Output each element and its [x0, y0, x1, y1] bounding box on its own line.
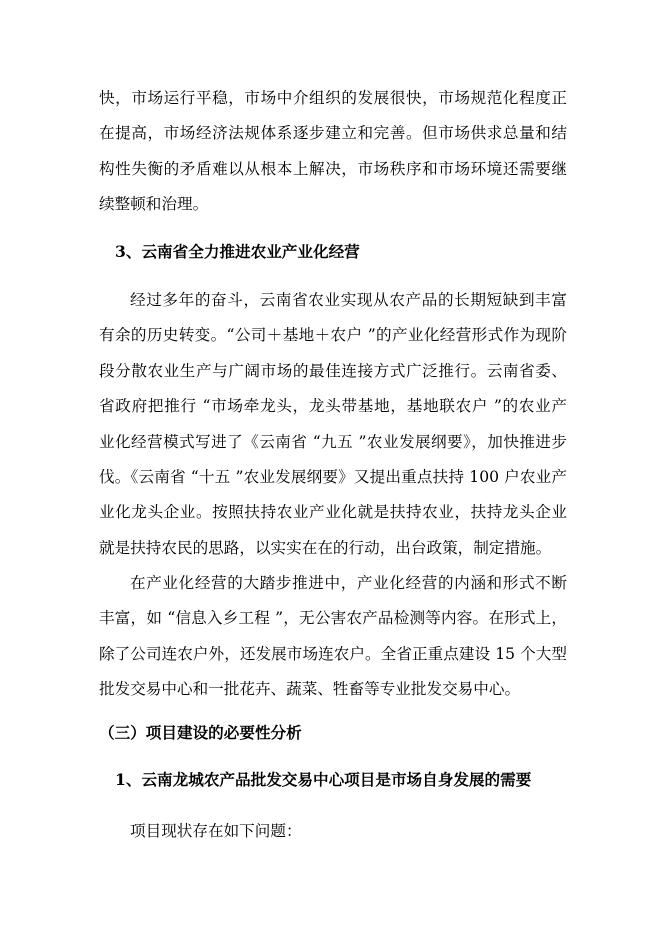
- text-line: 伐。《云南省 “十五 ”农业发展纲要》又提出重点扶持 100 户农业产: [99, 468, 567, 487]
- subheading-agri-industrialization: 3、云南省全力推进农业产业化经营: [115, 242, 360, 261]
- paragraph-current-issues: 项目现状存在如下问题：: [130, 822, 302, 840]
- text-line: 丰富，如 “信息入乡工程 ”，无公害农产品检测等内容。在形式上，: [99, 609, 567, 628]
- text-line: 业化龙头企业。按照扶持农业产业化就是扶持农业，扶持龙头企业: [99, 503, 567, 522]
- text-line: 在提高，市场经济法规体系逐步建立和完善。但市场供求总量和结: [99, 124, 567, 143]
- section-heading-necessity: （三）项目建设的必要性分析: [99, 723, 302, 742]
- text-line: 经过多年的奋斗，云南省农业实现从农产品的长期短缺到丰富: [130, 291, 567, 309]
- text-line: 段分散农业生产与广阔市场的最佳连接方式广泛推行。云南省委、: [99, 361, 567, 380]
- subheading-market-need: 1、云南龙城农产品批发交易中心项目是市场自身发展的需要: [115, 770, 532, 789]
- text-line: 构性失衡的矛盾难以从根本上解决，市场秩序和市场环境还需要继: [99, 159, 567, 178]
- text-line: 省政府把推行 “市场牵龙头，龙头带基地，基地联农户 ”的农业产: [99, 397, 567, 416]
- paragraph-yunnan-history: [99, 283, 567, 566]
- paragraph-industrialization-progress: [99, 566, 567, 708]
- text-line: 在产业化经营的大踏步推进中，产业化经营的内涵和形式不断: [130, 574, 567, 592]
- text-line: 业化经营模式写进了《云南省 “九五 ”农业发展纲要》，加快推进步: [99, 432, 567, 451]
- text-line: 有余的历史转变。“公司＋基地＋农户 ”的产业化经营形式作为现阶: [99, 326, 567, 345]
- text-line: 续整顿和治理。: [99, 195, 209, 214]
- text-line: 就是扶持农民的思路，以实实在在的行动，出台政策，制定措施。: [99, 538, 552, 557]
- text-line: 除了公司连农户外，还发展市场连农户。全省正重点建设 15 个大型: [99, 644, 567, 663]
- paragraph-market-overview: [99, 81, 567, 223]
- text-line: 批发交易中心和一批花卉、蔬菜、牲畜等专业批发交易中心。: [99, 680, 521, 699]
- text-line: 快，市场运行平稳，市场中介组织的发展很快，市场规范化程度正: [99, 89, 567, 107]
